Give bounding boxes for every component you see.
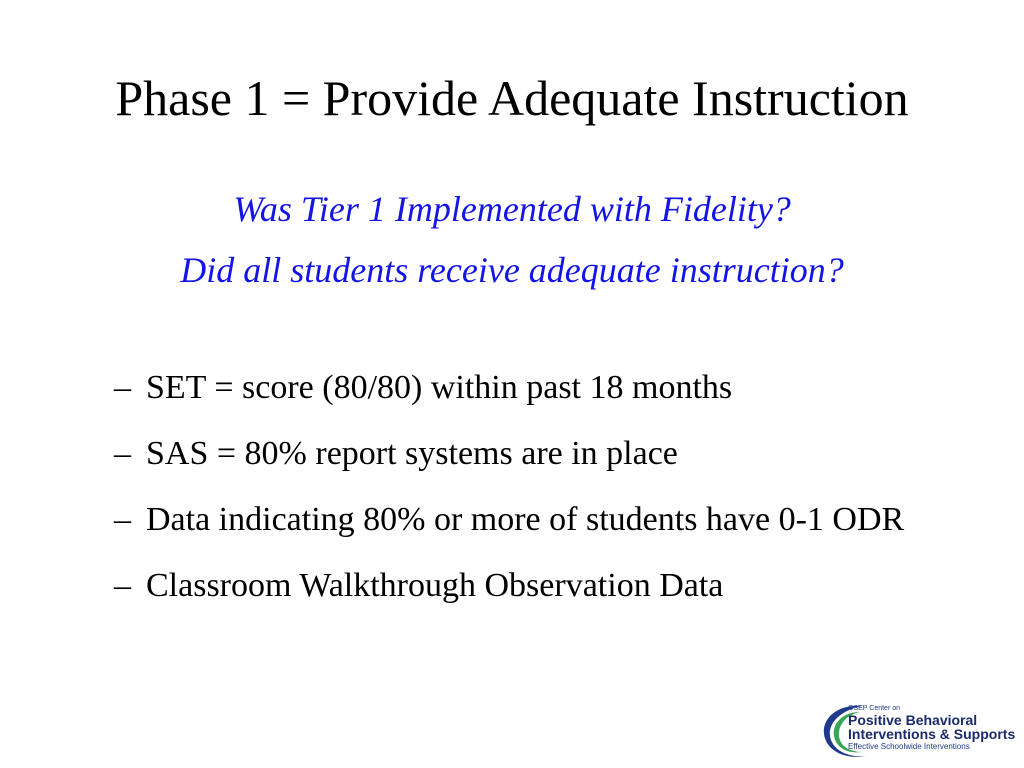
bullet-item [114,366,934,410]
logo-line-2: Interventions & Supports [848,726,1016,742]
dash-marker: – [114,567,131,604]
dash-marker: – [114,369,131,406]
bullet-item [114,564,934,608]
logo-small-text: OSEP Center on [848,705,901,712]
pbis-logo [818,700,1018,762]
dash-marker: – [114,435,131,472]
bullet-text: SAS = 80% report systems are in place [146,435,678,472]
subtitle-line-2: Did all students receive adequate instruction? [180,250,844,290]
bullet-item [114,498,934,542]
slide-title: Phase 1 = Provide Adequate Instruction [115,70,909,126]
logo-tagline: Effective Schoolwide Interventions [848,742,970,751]
dash-marker: – [114,501,131,538]
subtitle-line-1: Was Tier 1 Implemented with Fidelity? [233,189,791,229]
bullet-text: Data indicating 80% or more of students have 0-1 ODR [146,501,905,538]
bullet-item [114,432,934,476]
logo-line-1: Positive Behavioral [848,712,978,728]
bullet-list [114,366,934,608]
bullet-text: Classroom Walkthrough Observation Data [146,567,724,604]
bullet-text: SET = score (80/80) within past 18 months [146,369,733,406]
